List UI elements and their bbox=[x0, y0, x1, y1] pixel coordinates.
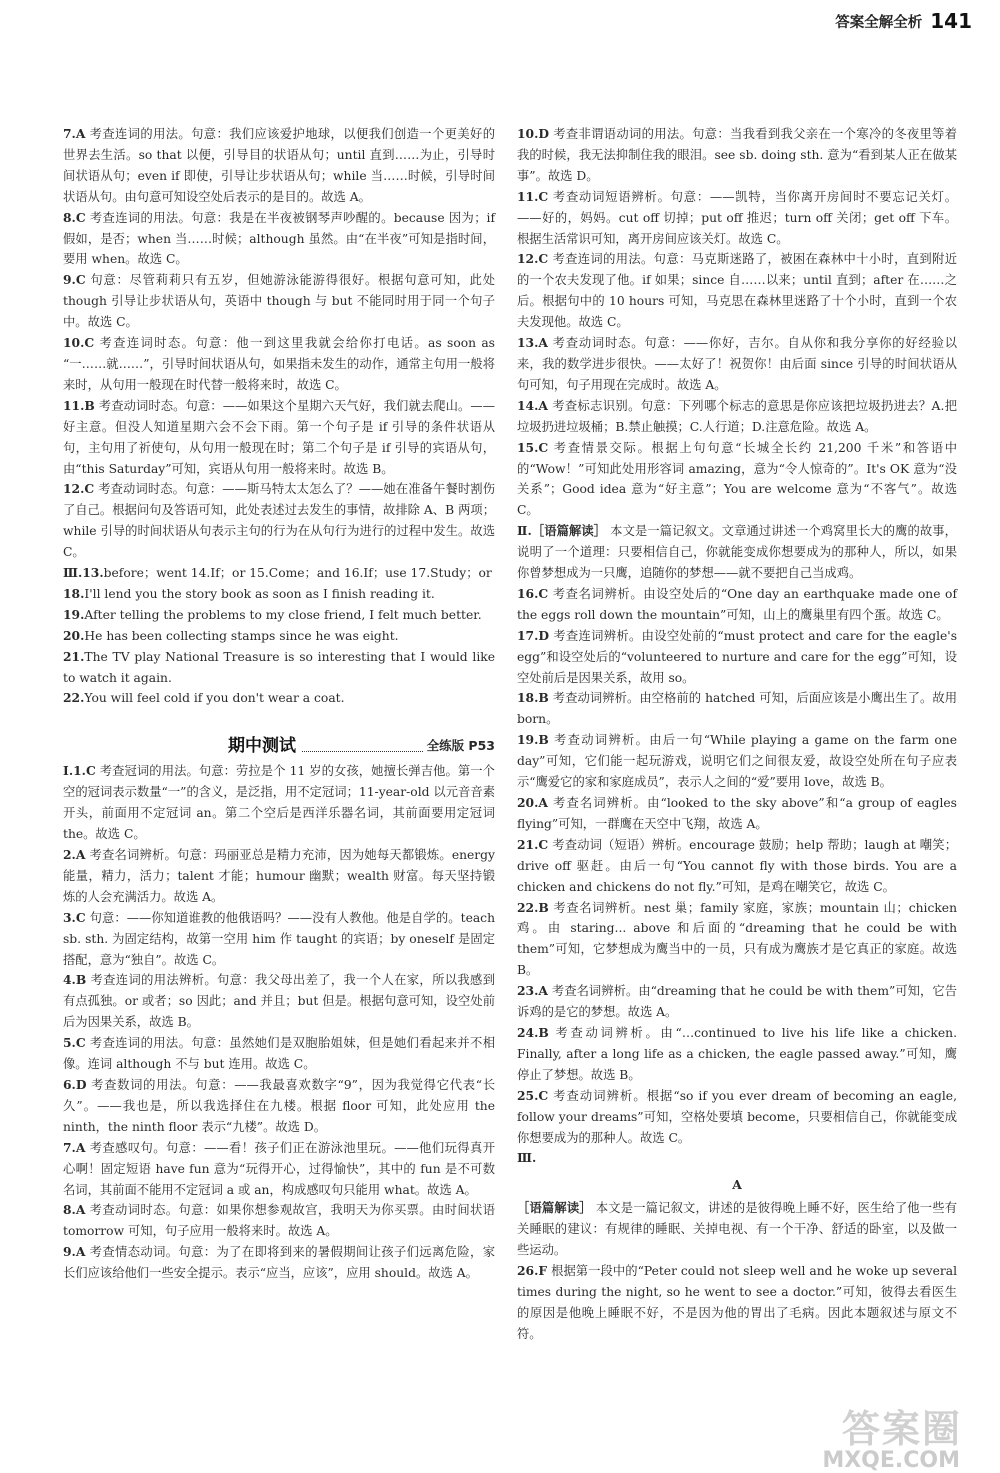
answer-text: 考查连词时态。句意：他一到这里我就会给你打电话。as soon as “一……就……”，引导时间状语从句，如果指未发生的动作，通常主句用一般将来时，从句用一般现在时代替一般将来时，故选 C。 bbox=[63, 336, 495, 392]
answer-number: 15.C bbox=[517, 439, 549, 455]
answer-item bbox=[517, 981, 957, 1023]
answer-item bbox=[63, 626, 495, 647]
answer-number: 24.B bbox=[517, 1024, 549, 1040]
reading-intro-2-text: 本文是一篇记叙文，讲述的是彼得晚上睡不好，医生给了他一些有关睡眠的建议：有规律的睡眠、关掉电视、有一个干净、舒适的卧室，以及做一些运动。 bbox=[517, 1201, 957, 1258]
answer-number: 14.A bbox=[517, 397, 548, 413]
answer-number: 22. bbox=[63, 690, 85, 706]
answer-text: 考查动词（短语）辨析。encourage 鼓励；help 帮助；laugh at 嘲笑；drive off 驱赶。由后一句“You cannot fly with those birds. You are a chicken and chickens do not fly.”可知，是鸡在嘲笑它，故选 C。 bbox=[517, 837, 957, 894]
answer-item bbox=[517, 584, 957, 626]
answer-text: 考查情景交际。根据上句句意“长城全长约 21,200 千米”和答语中的“Wow！”可知此处用形容词 amazing，意为“令人惊奇的”。It's OK 意为“没关系”；Good idea 意为“好主意”；You are welcome 意为“不客气”。故选 C。 bbox=[517, 440, 957, 518]
answer-item bbox=[63, 208, 495, 271]
answer-number: 8.C bbox=[63, 209, 86, 225]
answer-number: 11.B bbox=[63, 397, 95, 413]
answer-item bbox=[63, 605, 495, 626]
answer-text: 句意：——你知道谁教的他俄语吗？——没有人教他。他是自学的。teach sb. sth. 为固定结构，故第一空用 him 作 taught 的宾语；by oneself 是固定搭配，意为“独自”。故选 C。 bbox=[63, 910, 495, 967]
answer-number: 7.A bbox=[63, 126, 86, 141]
answer-text: You will feel cold if you don't wear a coat. bbox=[84, 691, 345, 706]
passage-label: A bbox=[732, 1177, 742, 1193]
answer-text: 考查动词辨析。由“…continued to live his life like a chicken. Finally, after a long life as a chicken, the eagle passed away.”可知，鹰停止了梦想。故选 B。 bbox=[517, 1025, 957, 1082]
reading-intro-tag: Ⅱ.［语篇解读］ bbox=[517, 523, 607, 539]
answer-text: 考查非谓语动词的用法。句意：当我看到我父亲在一个寒冷的冬夜里等着我的时候，我无法抑制住我的眼泪。see sb. doing sth. 意为“看到某人正在做某事”。故选 D。 bbox=[517, 127, 957, 183]
answer-item bbox=[517, 898, 957, 982]
right-column bbox=[517, 124, 957, 1345]
answer-number: 18. bbox=[63, 585, 85, 601]
answer-text: 考查名词辨析。句意：玛丽亚总是精力充沛，因为她每天都锻炼。energy 能量，精力，活力；talent 才能；humour 幽默；wealth 财富。每天坚持锻炼的人会充满活力。故选 A。 bbox=[63, 848, 495, 904]
answer-item bbox=[517, 187, 957, 250]
answer-item bbox=[63, 647, 495, 689]
midterm-items bbox=[63, 761, 495, 1284]
answer-text: 考查冠词的用法。句意：劳拉是个 11 岁的女孩，她擅长弹吉他。第一个空的冠词表示数量“一”的含义，是泛指，用不定冠词；11-year-old 以元音音素开头，前面用不定冠词 an。第二个空后是西洋乐器名词，其前面要用定冠词 the。故选 C。 bbox=[63, 764, 495, 842]
reading-items bbox=[517, 584, 957, 1148]
answer-item bbox=[63, 563, 495, 584]
answer-text: 考查感叹句。句意：——看！孩子们正在游泳池里玩。——他们玩得真开心啊！固定短语 have fun 意为“玩得开心，过得愉快”，其中的 fun 是不可数名词，其前面不能用不定冠词 a 或 an，构成感叹句只能用 what。故选 A。 bbox=[63, 1140, 495, 1197]
answer-item bbox=[63, 479, 495, 563]
answer-text: I'll lend you the story book as soon as I finish reading it. bbox=[84, 586, 435, 601]
answer-text: 考查标志识别。句意：下列哪个标志的意思是你应该把垃圾扔进去？A.把垃圾扔进垃圾桶；B.禁止触摸；C.人行道；D.注意危险。故选 A。 bbox=[517, 398, 957, 434]
page-header bbox=[835, 6, 972, 36]
answer-text: After telling the problems to my close friend, I felt much better. bbox=[84, 607, 482, 622]
midterm-ref: 全练版 P53 bbox=[426, 738, 495, 754]
answer-item bbox=[517, 835, 957, 898]
answer-text: 考查动词短语辨析。句意：——凯特，当你离开房间时不要忘记关灯。——好的，妈妈。cut off 切掉；put off 推迟；turn off 关闭；get off 下车。根据生活常识可知，离开房间应该关灯。故选 C。 bbox=[517, 189, 957, 246]
answer-number: Ⅲ.13. bbox=[63, 565, 104, 581]
header-title: 答案全解全析 bbox=[835, 14, 923, 31]
answer-item bbox=[63, 1075, 495, 1138]
watermark-logo: 答案圈 bbox=[841, 1407, 962, 1451]
answer-item bbox=[63, 1033, 495, 1075]
answer-text: 考查动词辨析。由后一句“While playing a game on the farm one day”可知，它们能一起玩游戏，说明它们之间很友爱，故设空处所在句子应表示“鹰爱它的家和家庭成员”，表示人之间的“爱”要用 love，故选 B。 bbox=[517, 733, 957, 790]
answer-text: 考查动词辨析。由空格前的 hatched 可知，后面应该是小鹰出生了。故用 born。 bbox=[517, 691, 957, 727]
answer-item bbox=[63, 333, 495, 396]
answer-text: 考查名词辨析。由设空处后的“One day an earthquake made one of the eggs roll down the mountain”可知，山上的鹰巢里有四个蛋。故选 C。 bbox=[517, 586, 957, 622]
midterm-title: 期中测试 bbox=[228, 736, 296, 757]
answer-number: 6.D bbox=[63, 1076, 87, 1092]
answer-text: The TV play National Treasure is so interesting that I would like to watch it again. bbox=[63, 649, 495, 685]
answer-number: 20.A bbox=[517, 795, 548, 810]
page-number: 141 bbox=[930, 9, 972, 33]
answer-text: 考查动词辨析。根据“so if you ever dream of becoming an eagle, follow your dreams”可知，空格处要填 become，只要相信自己，你就能变成你想要成为的那种人。故选 C。 bbox=[517, 1088, 957, 1145]
reading-intro-2-tag: ［语篇解读］ bbox=[517, 1200, 592, 1216]
answer-item bbox=[63, 396, 495, 480]
answer-number: 7.A bbox=[63, 1139, 86, 1155]
answer-number: 19.B bbox=[517, 732, 549, 748]
answer-text: 考查动词时态。句意：——你好，吉尔。自从你和我分享你的好经验以来，我的数学进步很快。——太好了！祝贺你！由后面 since 引导的时间状语从句可知，句子用现在完成时。故选 A。 bbox=[517, 336, 957, 392]
answer-number: 5.C bbox=[63, 1035, 86, 1051]
section-3-answers bbox=[63, 563, 495, 709]
answer-number: 13.A bbox=[517, 335, 548, 351]
answer-text: 考查连词辨析。由设空处前的“must protect and care for the eagle's egg”和设空处后的“volunteered to nurture and care for the egg”可知，设空处前后是因果关系，故用 so。 bbox=[517, 628, 957, 685]
answer-item bbox=[517, 1261, 957, 1345]
answer-item bbox=[63, 1242, 495, 1284]
answer-text: 考查名词辨析。由“dreaming that he could be with them”可知，它告诉鸡的是它的梦想。故选 A。 bbox=[517, 984, 957, 1020]
answer-number: 3.C bbox=[63, 909, 86, 925]
midterm-heading bbox=[63, 731, 495, 757]
answer-number: 16.C bbox=[517, 585, 549, 601]
answer-item bbox=[63, 270, 495, 333]
answer-item bbox=[517, 249, 957, 333]
answer-text: 考查动词时态。句意：——斯马特太太怎么了？——她在准备午餐时割伤了自己。根据问句及答语可知，此处表述过去发生的事情，故排除 A、B 两项；while 引导的时间状语从句表示主句的行为在从句行为进行的过程中发生。故选 C。 bbox=[63, 482, 495, 560]
answer-number: 21. bbox=[63, 648, 85, 664]
answer-number: 20. bbox=[63, 627, 85, 643]
answer-item bbox=[63, 1200, 495, 1242]
answer-number: 4.B bbox=[63, 972, 87, 988]
answer-item bbox=[517, 438, 957, 522]
answer-text: 考查动词时态。句意：——如果这个星期六天气好，我们就去爬山。——好主意。但没人知道星期六会不会下雨。第一个句子是 if 引导的条件状语从句，主句用了祈使句，从句用一般现在时；第二个句子是 if 引导的宾语从句，由“this Saturday”可知，宾语从句用一般将来时。故选 B。 bbox=[63, 398, 495, 476]
answer-number: 25.C bbox=[517, 1087, 549, 1103]
answer-text: 句意：尽管莉莉只有五岁，但她游泳能游得很好。根据句意可知，此处 though 引导让步状语从句，英语中 though 与 but 不能同时用于同一个句子中。故选 C。 bbox=[63, 273, 495, 330]
answer-item bbox=[63, 908, 495, 971]
answer-number: 22.B bbox=[517, 899, 549, 915]
answer-text: 考查连词的用法。句意：我是在半夜被钢琴声吵醒的。because 因为；if 假如，是否；when 当……时候；although 虽然。由“在半夜”可知是指时间，要用 when。故选 C。 bbox=[63, 210, 495, 267]
answer-number: 23.A bbox=[517, 983, 548, 999]
answer-text: 考查连词的用法。句意：我们应该爱护地球，以便我们创造一个更美好的世界去生活。so that 以便，引导目的状语从句；until 直到……为止，引导时间状语从句；even if 即使，引导让步状语从句；while 当……时候，引导时间状语从句。由句意可知设空处后表示的是目的。故选 A。 bbox=[63, 127, 495, 204]
left-top-items bbox=[63, 124, 495, 563]
answer-text: 考查连词的用法辨析。句意：我父母出差了，我一个人在家，所以我感到有点孤独。or 或者；so 因此；and 并且；but 但是。根据句意可知，设空处前后为因果关系，故选 B。 bbox=[63, 973, 495, 1030]
reading-intro-2 bbox=[517, 1198, 957, 1261]
watermark-url: MXQE.COM bbox=[822, 1448, 960, 1473]
answer-item bbox=[517, 1023, 957, 1086]
answer-number: 18.B bbox=[517, 690, 549, 706]
answer-number: 12.C bbox=[517, 251, 549, 267]
left-column bbox=[63, 124, 495, 1284]
answer-text: 考查名词辨析。由“looked to the sky above”和“a group of eagles flying”可知，一群鹰在天空中飞翔，故选 A。 bbox=[517, 796, 957, 831]
answer-item bbox=[63, 1138, 495, 1201]
answer-item bbox=[517, 124, 957, 187]
answer-item bbox=[63, 688, 495, 709]
answer-text: 考查连词的用法。句意：虽然她们是双胞胎姐妹，但是她们看起来并不相像。连词 although 不与 but 连用。故选 C。 bbox=[63, 1036, 495, 1072]
answer-item bbox=[63, 970, 495, 1033]
answer-item bbox=[517, 730, 957, 793]
answer-item bbox=[517, 396, 957, 438]
answer-number: 19. bbox=[63, 606, 85, 622]
answer-text: 考查动词时态。句意：如果你想参观故宫，我明天为你买票。由时间状语 tomorrow 可知，句子应用一般将来时。故选 A。 bbox=[63, 1203, 495, 1239]
answer-text: He has been collecting stamps since he was eight. bbox=[84, 628, 399, 643]
answer-number: 12.C bbox=[63, 481, 95, 497]
answer-item bbox=[63, 761, 495, 845]
answer-number: 21.C bbox=[517, 836, 549, 852]
answer-text: before；went 14.If；or 15.Come；and 16.If；use 17.Study；or bbox=[103, 566, 492, 581]
reading-intro bbox=[517, 521, 957, 584]
answer-item bbox=[63, 124, 495, 208]
heading-dots bbox=[302, 751, 423, 752]
answer-item bbox=[63, 584, 495, 605]
answer-item bbox=[517, 688, 957, 730]
reading-intro-text: 本文是一篇记叙文。文章通过讲述一个鸡窝里长大的鹰的故事，说明了一个道理：只要相信自己，你就能变成你想要成为的那种人，所以，如果你曾梦想成为一只鹰，追随你的梦想——就不要把自己当成鸡。 bbox=[517, 524, 957, 581]
answer-number: 9.C bbox=[63, 272, 86, 288]
answer-number: 8.A bbox=[63, 1202, 86, 1218]
answer-number: 10.D bbox=[517, 126, 550, 141]
answer-number: 26.F bbox=[517, 1262, 548, 1278]
answer-number: 2.A bbox=[63, 847, 86, 862]
answer-text: 根据第一段中的“Peter could not sleep well and he woke up several times during the night, so he went to see a doctor.”可知，彼得去看医生的原因是他晚上睡眠不好，不是因为他的胃出了毛病。因此本题叙述与原文不符。 bbox=[517, 1263, 957, 1341]
answer-item bbox=[517, 333, 957, 396]
answer-number: 9.A bbox=[63, 1244, 86, 1260]
answer-text: 考查名词辨析。nest 巢；family 家庭，家族；mountain 山；chicken 鸡。由 staring... above 和后面的“dreaming that he could be with them”可知，它梦想成为鹰当中的一员，只有成为鹰族才是它真正的家庭。故选 B。 bbox=[517, 900, 957, 978]
answer-number: 17.D bbox=[517, 627, 550, 643]
section-3-label: Ⅲ. bbox=[517, 1150, 537, 1166]
answer-number: Ⅰ.1.C bbox=[63, 763, 96, 779]
answer-text: 考查情态动词。句意：为了在即将到来的暑假期间让孩子们远离危险，家长们应该给他们一些安全提示。表示“应当，应该”，应用 should。故选 A。 bbox=[63, 1245, 495, 1281]
answer-number: 10.C bbox=[63, 335, 95, 351]
answer-item bbox=[517, 626, 957, 689]
answer-item bbox=[517, 793, 957, 835]
right-top-items bbox=[517, 124, 957, 521]
answer-text: 考查数词的用法。句意：——我最喜欢数字“9”，因为我觉得它代表“长久”。——我也是，所以我选择住在九楼。根据 floor 可知，此处应用 the ninth，the ninth floor 表示“九楼”。故选 D。 bbox=[63, 1077, 495, 1134]
answer-number: 11.C bbox=[517, 188, 549, 204]
answer-item bbox=[63, 845, 495, 908]
answer-text: 考查连词的用法。句意：马克斯迷路了，被困在森林中十小时，直到附近的一个农夫发现了他。if 如果；since 自……以来；until 直到；after 在……之后。根据句中的 10 hours 可知，马克思在森林里迷路了十个小时，直到一个农夫发现他。故选 C。 bbox=[517, 252, 957, 330]
answer-item bbox=[517, 1086, 957, 1149]
